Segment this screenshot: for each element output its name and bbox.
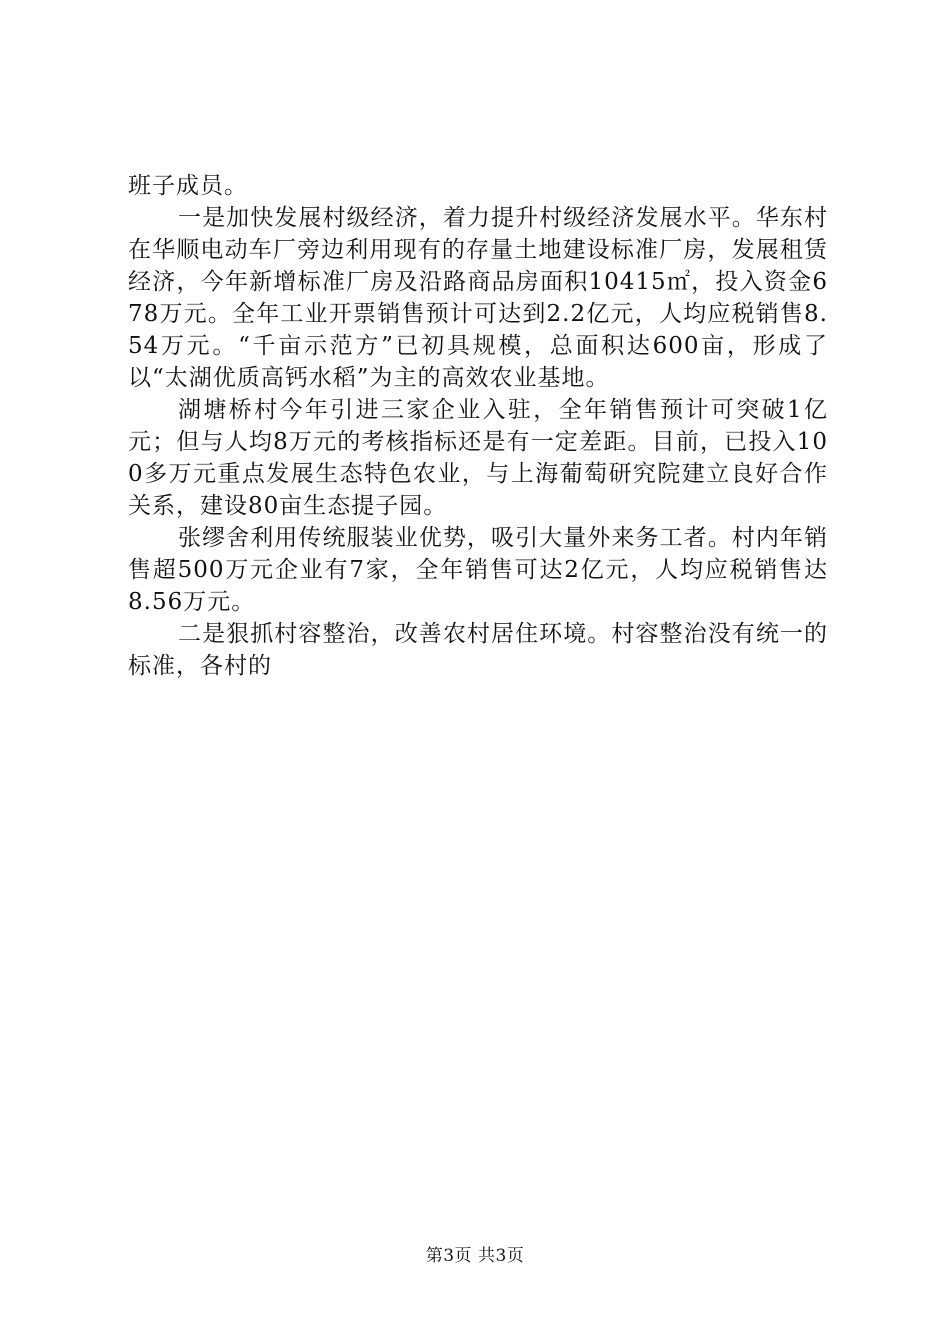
paragraph-zhangmiaoshe-village: 张缪舍利用传统服装业优势，吸引大量外来务工者。村内年销售超500万元企业有7家，全年销售可达2亿元，人均应税销售达8.56万元。: [128, 525, 828, 615]
paragraph-village-renovation: 二是狠抓村容整治，改善农村居住环境。村容整治没有统一的标准，各村的: [128, 621, 828, 679]
paragraph-hutangqiao-village: 湖塘桥村今年引进三家企业入驻，全年销售预计可突破1亿元；但与人均8万元的考核指标还是有一定差距。目前，已投入100多万元重点发展生态特色农业，与上海葡萄研究院建立良好合作关系，建设80亩生态提子园。: [128, 397, 828, 519]
paragraph-village-economy: 一是加快发展村级经济，着力提升村级经济发展水平。华东村在华顺电动车厂旁边利用现有的存量土地建设标准厂房，发展租赁经济，今年新增标准厂房及沿路商品房面积10415㎡，投入资金678万元。全年工业开票销售预计可达到2.2亿元，人均应税销售8.54万元。“千亩示范方”已初具规模，总面积达600亩，形成了以“太湖优质高钙水稻”为主的高效农业基地。: [128, 205, 828, 391]
paragraph-continuation: 班子成员。: [128, 173, 248, 199]
document-body: [128, 170, 828, 682]
page-footer: 第3页 共3页: [425, 1246, 525, 1266]
